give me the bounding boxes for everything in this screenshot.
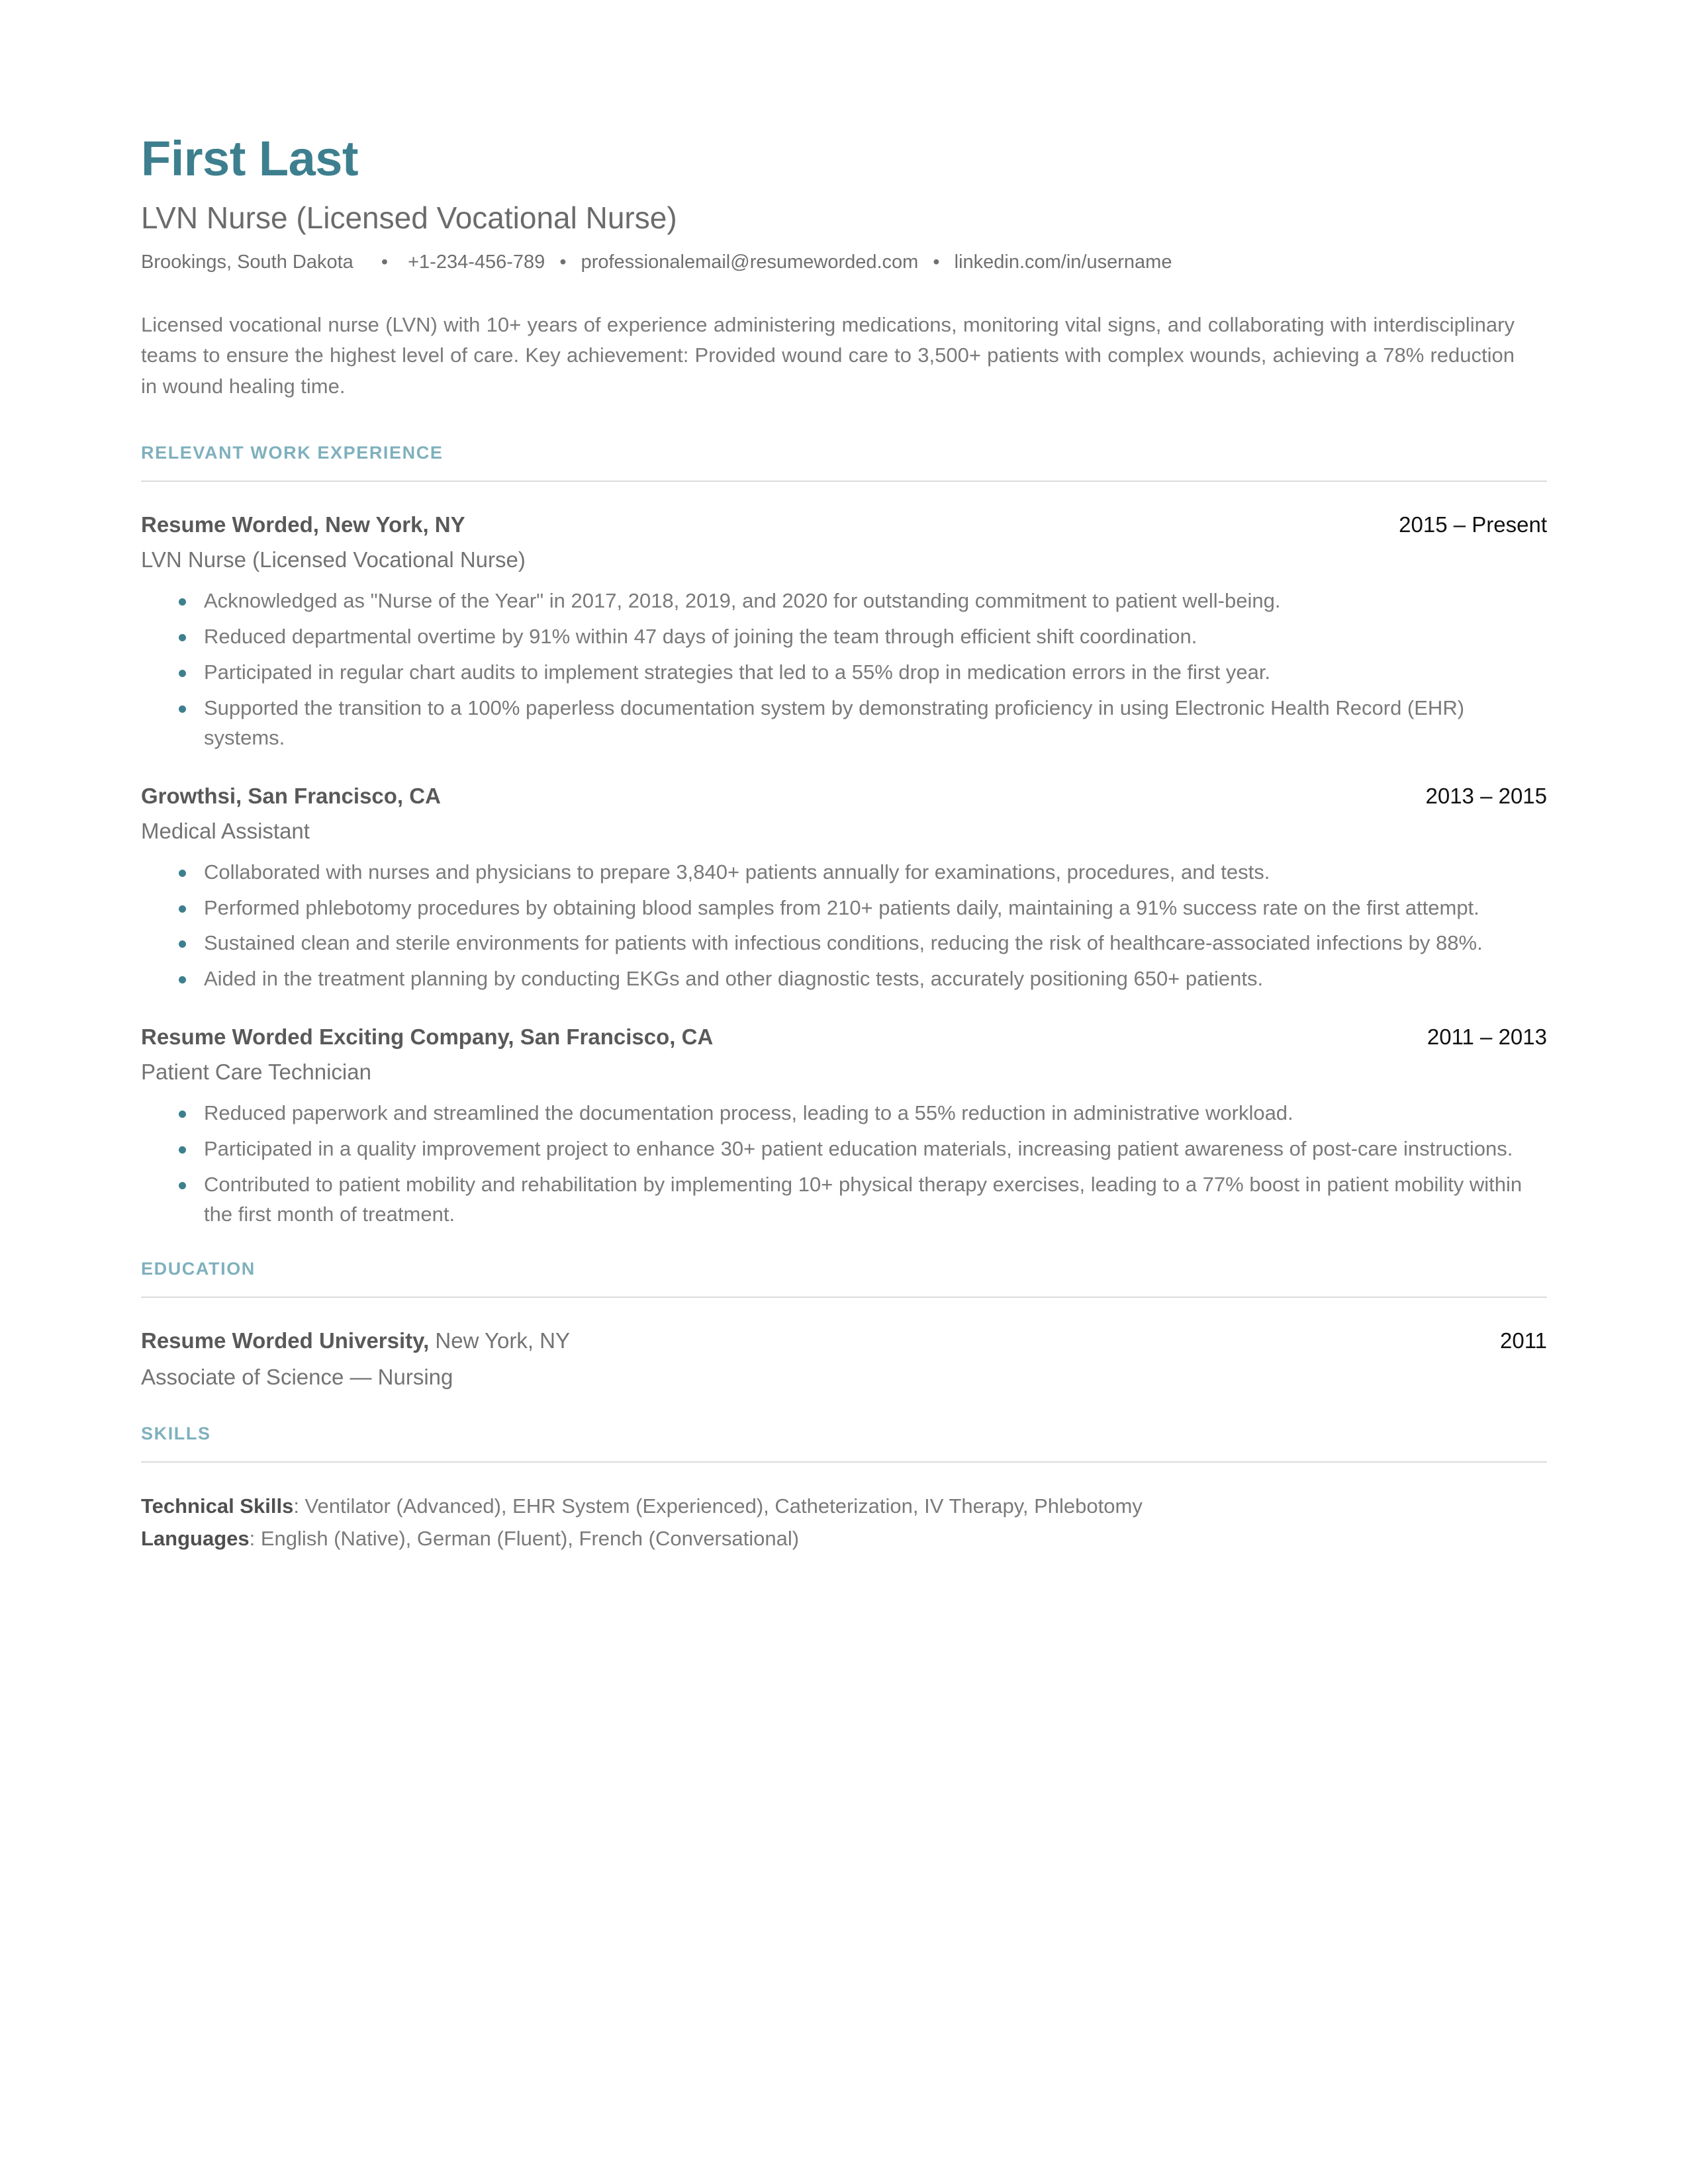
achievement-item: Participated in a quality improvement project to enhance 30+ patient education materials, increasing patient awareness of post-care instructions.	[141, 1134, 1547, 1164]
section-title-education: EDUCATION	[141, 1258, 256, 1279]
section-title-skills: SKILLS	[141, 1423, 211, 1443]
skill-category-label: Languages	[141, 1526, 250, 1550]
achievement-list	[141, 1099, 1547, 1230]
employer-name: Resume Worded, New York, NY	[141, 512, 465, 537]
achievement-list	[141, 858, 1547, 995]
achievement-item: Sustained clean and sterile environments for patients with infectious conditions, reducing the risk of healthcare-associated infections by 88%.	[141, 929, 1547, 958]
achievement-item: Collaborated with nurses and physicians to prepare 3,840+ patients annually for examinations, procedures, and tests.	[141, 858, 1547, 887]
experience-entry	[141, 1023, 1547, 1230]
professional-summary: Licensed vocational nurse (LVN) with 10+ years of experience administering medications, monitoring vital signs, and collaborating with interdisciplinary teams to ensure the highest level of care. Key achievement: Provided wound care to 3,500+ patients with complex wounds, achieving a 78% reduction in wound healing time.	[141, 312, 1515, 398]
job-title: LVN Nurse (Licensed Vocational Nurse)	[141, 547, 526, 572]
section-title-experience: RELEVANT WORK EXPERIENCE	[141, 443, 444, 463]
contact-linkedin[interactable]: linkedin.com/in/username	[954, 251, 1172, 273]
contact-email[interactable]: professionalemail@resumeworded.com	[581, 251, 919, 273]
contact-line	[141, 250, 1547, 275]
achievement-item: Reduced paperwork and streamlined the documentation process, leading to a 55% reduction in administrative workload.	[141, 1099, 1547, 1128]
section-experience	[141, 443, 1547, 1230]
employment-dates: 2015 – Present	[1399, 512, 1547, 537]
skill-category-label: Technical Skills	[141, 1494, 294, 1518]
employer-name: Growthsi, San Francisco, CA	[141, 783, 441, 808]
candidate-name: First Last	[141, 131, 359, 186]
employer-name: Resume Worded Exciting Company, San Francisco, CA	[141, 1024, 714, 1050]
skill-line	[141, 1524, 1547, 1554]
contact-separator-icon: •	[933, 251, 940, 273]
contact-phone[interactable]: +1-234-456-789	[408, 251, 545, 273]
experience-entry	[141, 782, 1547, 995]
section-divider	[141, 1297, 1547, 1298]
school-location: New York, NY	[429, 1328, 571, 1353]
school-name-bold: Resume Worded University,	[141, 1328, 430, 1353]
skill-values: : English (Native), German (Fluent), French (Conversational)	[249, 1526, 800, 1550]
skills-list	[141, 1492, 1547, 1554]
experience-entry-header	[141, 1023, 1547, 1052]
employment-dates: 2013 – 2015	[1425, 783, 1547, 808]
resume-header	[141, 132, 1547, 402]
section-skills	[141, 1424, 1547, 1554]
achievement-item: Reduced departmental overtime by 91% within 47 days of joining the team through efficient shift coordination.	[141, 622, 1547, 652]
contact-location: Brookings, South Dakota	[141, 251, 353, 273]
school-name	[141, 1327, 570, 1355]
section-divider	[141, 480, 1547, 482]
experience-entry	[141, 511, 1547, 752]
achievement-item: Performed phlebotomy procedures by obtaining blood samples from 210+ patients daily, maintaining a 91% success rate on the first attempt.	[141, 893, 1547, 923]
experience-list	[141, 511, 1547, 1230]
job-title: Medical Assistant	[141, 818, 310, 843]
skill-values: : Ventilator (Advanced), EHR System (Experienced), Catheterization, IV Therapy, Phlebotomy	[293, 1494, 1143, 1518]
section-education	[141, 1259, 1547, 1392]
contact-separator-icon: •	[559, 251, 567, 273]
experience-entry-header	[141, 511, 1547, 539]
experience-entry-header	[141, 782, 1547, 811]
achievement-item: Aided in the treatment planning by conducting EKGs and other diagnostic tests, accurately positioning 650+ patients.	[141, 964, 1547, 994]
degree-name: Associate of Science — Nursing	[141, 1364, 453, 1389]
contact-separator-icon: •	[381, 251, 389, 273]
candidate-headline: LVN Nurse (Licensed Vocational Nurse)	[141, 200, 677, 235]
graduation-year: 2011	[1500, 1328, 1547, 1353]
education-list	[141, 1327, 1547, 1392]
achievement-list	[141, 586, 1547, 753]
section-divider	[141, 1461, 1547, 1463]
education-entry	[141, 1327, 1547, 1392]
job-title: Patient Care Technician	[141, 1060, 371, 1085]
achievement-item: Contributed to patient mobility and rehabilitation by implementing 10+ physical therapy exercises, leading to a 77% boost in patient mobility within the first month of treatment.	[141, 1170, 1547, 1230]
achievement-item: Acknowledged as "Nurse of the Year" in 2017, 2018, 2019, and 2020 for outstanding commitment to patient well-being.	[141, 586, 1547, 616]
education-entry-header	[141, 1327, 1547, 1355]
employment-dates: 2011 – 2013	[1427, 1024, 1547, 1050]
achievement-item: Participated in regular chart audits to implement strategies that led to a 55% drop in medication errors in the first year.	[141, 658, 1547, 688]
achievement-item: Supported the transition to a 100% paperless documentation system by demonstrating proficiency in using Electronic Health Record (EHR) systems.	[141, 694, 1547, 753]
skill-line	[141, 1492, 1547, 1522]
